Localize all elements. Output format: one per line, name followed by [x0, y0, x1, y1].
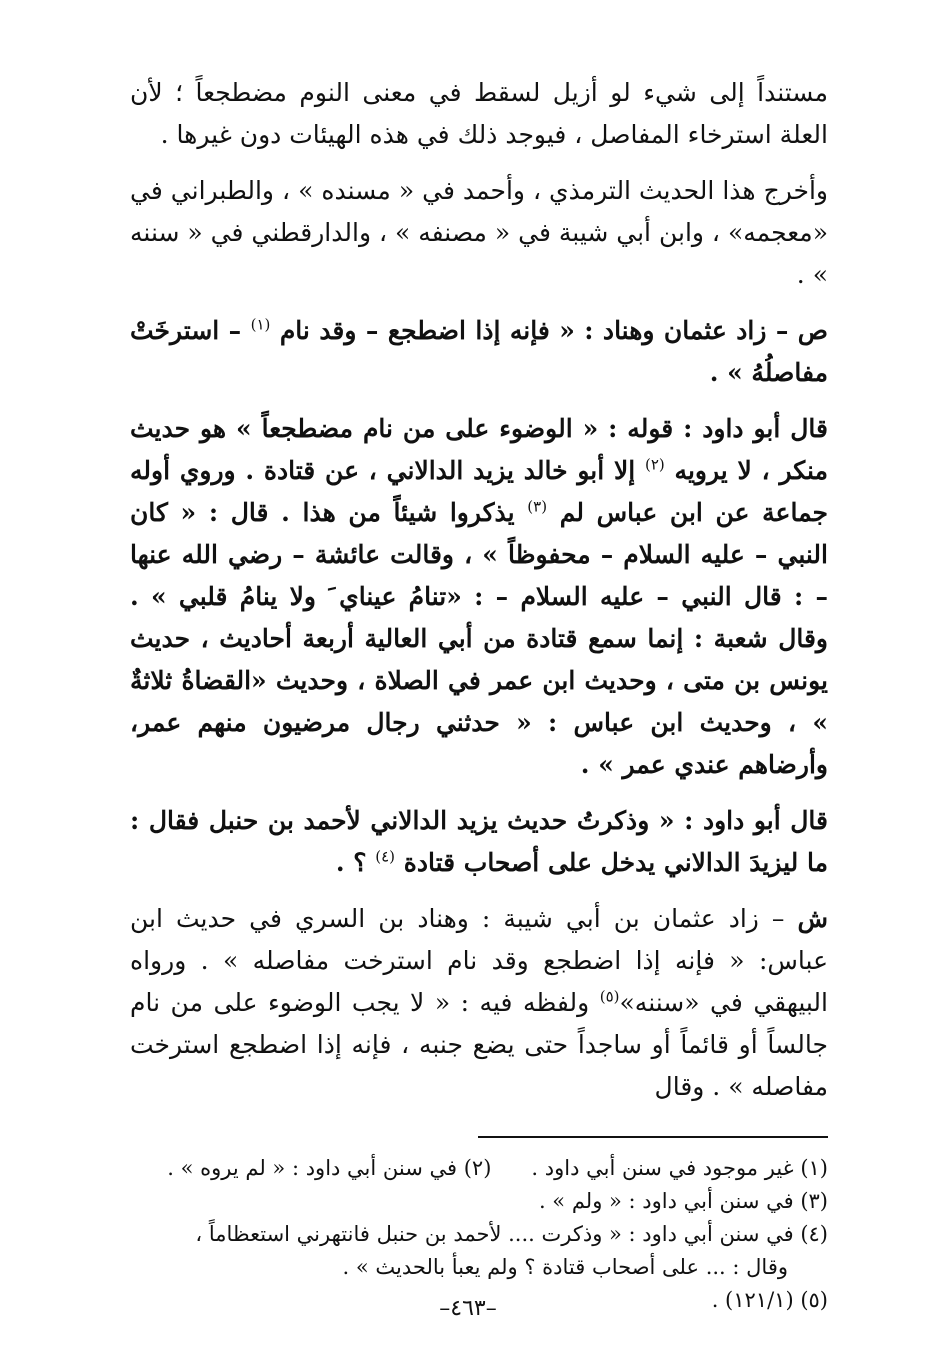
matn-text: يذكروا شيئاً من هذا . قال : « كان النبي – عليه السلام – محفوظاً » ، وقالت عائشة – رضي الله عنها – : قال النبي – عليه السلام – : «تنامُ عيناي َ ولا ينامُ قلبي » . وقال شعبة : إنما سمع قتادة من أبي العالية أربعة أحاديث ، حديث يونس بن متى ، وحديث ابن عمر في الصلاة ، وحديث «القضاةُ ثلاثةٌ » ، وحديث ابن عباس : « حدثني رجال مرضيون منهم عمر، وأرضاهم عندي عمر » .: [130, 498, 828, 779]
matn-text: – استرخَتْ مفاصلُهُ » .: [130, 316, 828, 387]
matn-marker: ص: [797, 316, 829, 345]
commentary-paragraph-2: وأخرج هذا الحديث الترمذي ، وأحمد في « مسنده » ، والطبراني في «معجمه» ، وابن أبي شيبة في « مصنفه » ، والدارقطني في « سننه » .: [130, 176, 828, 289]
footnote-1: (١) غير موجود في سنن أبي داود .: [531, 1156, 828, 1180]
matn-text: قال أبو داود : « وذكرتُ حديث يزيد الدالاني لأحمد بن حنبل فقال : ما ليزيدَ الدالاني يدخل على أصحاب قتادة: [130, 806, 828, 877]
footnote-4-continued: وقال : ... على أصحاب قتادة ؟ ولم يعبأ بالحديث » .: [342, 1255, 788, 1279]
footnote-3: (٣) في سنن أبي داود : « ولم » .: [538, 1189, 828, 1213]
matn-paragraph-1: [130, 310, 828, 394]
footnote-ref-4: (٤): [375, 847, 396, 866]
footnote-ref-1: (١): [250, 315, 271, 334]
page-number: –٤٦٣–: [439, 1296, 497, 1321]
sharh-text: – زاد عثمان بن أبي شيبة : وهناد بن السري في حديث ابن عباس: « فإنه إذا اضطجع وقد نام استرخت مفاصله » . ورواه البيهقي في «سننه»: [130, 904, 828, 1017]
matn-text: ؟ .: [335, 848, 376, 877]
matn-text: قال أبو داود : قوله : « الوضوء على من نام مضطجعاً » هو حديث منكر ، لا يرويه: [130, 414, 828, 485]
footnote-ref-2: (٢): [644, 455, 665, 474]
matn-paragraph-3: [130, 800, 828, 884]
footnote-2: (٢) في سنن أبي داود : « لم يروه » .: [167, 1156, 492, 1180]
footnote-separator: [478, 1136, 828, 1138]
footnote-row: [130, 1152, 828, 1185]
footnote-5: (٥) (١٢١/١) .: [711, 1288, 828, 1312]
footnote-ref-3: (٣): [527, 497, 548, 516]
footnote-4: (٤) في سنن أبي داود : « وذكرت .... لأحمد بن حنبل فانتهرني استعظاماً ،: [195, 1222, 828, 1246]
sharh-paragraph: [130, 898, 828, 1108]
page-body: [130, 72, 828, 1317]
commentary-paragraph-1: مستنداً إلى شيء لو أزيل لسقط في معنى النوم مضطجعاً ؛ لأن العلة استرخاء المفاصل ، فيوجد ذلك في هذه الهيئات دون غيرها .: [130, 78, 828, 149]
sharh-marker: ش: [797, 904, 828, 933]
matn-text: – زاد عثمان وهناد : « فإنه إذا اضطجع – وقد نام: [270, 316, 798, 345]
footnote-ref-5: (٥): [599, 987, 620, 1006]
sharh-text: ولفظه فيه : « لا يجب الوضوء على من نام جالساً أو قائماً أو ساجداً حتى يضع جنبه ، فإنه إذا اضطجع استرخت مفاصله » . وقال: [130, 988, 828, 1101]
matn-text: إلا أبو خالد يزيد الدالاني ، عن قتادة . وروي أوله جماعة عن ابن عباس لم: [130, 456, 828, 527]
matn-paragraph-2: [130, 408, 828, 786]
footnotes: [130, 1152, 828, 1317]
